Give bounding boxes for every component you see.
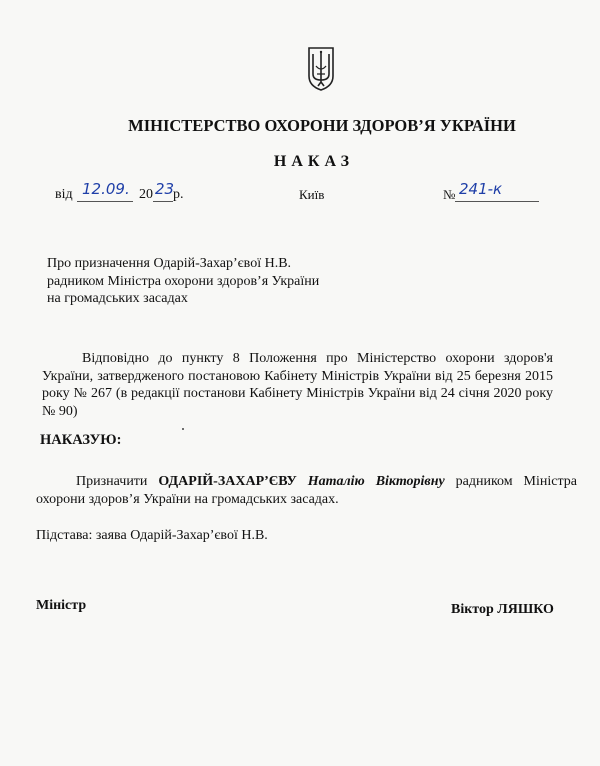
number-label: № [443, 187, 456, 202]
appointee-given-names: Наталію Вікторівну [296, 474, 445, 489]
date-underline [77, 201, 133, 202]
year-prefix: 20 [139, 187, 153, 202]
city-label: Київ [299, 187, 325, 202]
handwritten-date: 12.09. [82, 180, 130, 198]
handwritten-year: 23 [155, 180, 175, 198]
date-from-label: від [55, 187, 73, 202]
preamble-paragraph: Відповідно до пункту 8 Положення про Міністерство охорони здоров'я України, затвердженого постановою Кабінету Міністрів України від 25 березня 2015 року № 267 (в редакції постанови Кабінету Міністрів України від 24 січня 2020 року № 90) [42, 351, 553, 419]
signatory-name: Віктор ЛЯШКО [451, 602, 554, 617]
scan-dot [182, 428, 184, 430]
order-word: НАКАЗУЮ: [40, 432, 122, 448]
date-line [0, 180, 600, 208]
year-underline [153, 201, 173, 202]
ministry-title: МІНІСТЕРСТВО ОХОРОНИ ЗДОРОВ’Я УКРАЇНИ [128, 116, 516, 135]
appointee-surname: ОДАРІЙ-ЗАХАР’ЄВУ [158, 474, 297, 489]
appointment-paragraph: Призначити ОДАРІЙ-ЗАХАР’ЄВУ Наталію Вікторівну радником Міністра охорони здоров’я України на громадських засадах. [36, 474, 577, 507]
year-suffix: р. [173, 187, 184, 202]
trident-emblem-icon [306, 46, 336, 92]
signatory-position: Міністр [36, 598, 87, 613]
order-subject: Про призначення Одарій-Захар’євої Н.В. радником Міністра охорони здоров’я України на громадських засадах [47, 256, 320, 306]
handwritten-number: 241-к [459, 180, 503, 198]
number-underline [455, 201, 539, 202]
basis-line: Підстава: заява Одарій-Захар’євої Н.В. [36, 528, 268, 543]
document-type: НАКАЗ [273, 153, 355, 170]
